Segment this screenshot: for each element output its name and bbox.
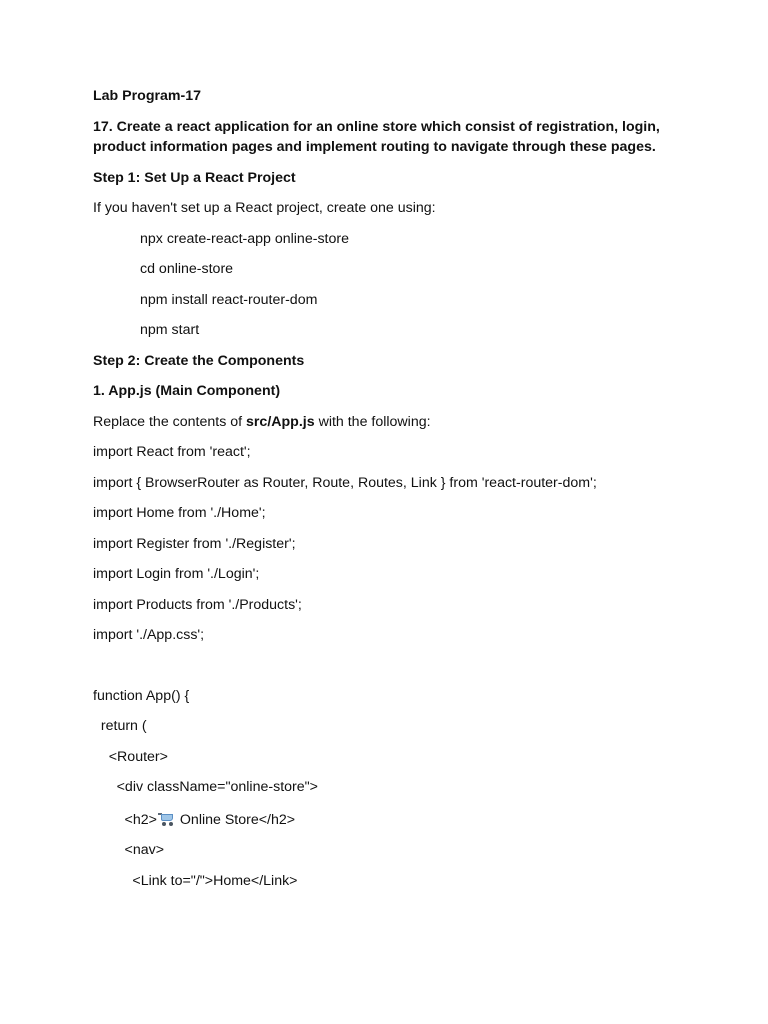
code-line: import Products from './Products'; [93,596,302,613]
code-line: function App() { [93,687,190,704]
document-page [93,86,693,891]
h2-text: Online Store</h2> [179,811,296,828]
code-line-h2 [93,810,693,831]
step1-heading: Step 1: Set Up a React Project [93,169,296,186]
code-line: return ( [93,718,147,734]
command-line: npx create-react-app online-store [140,230,349,247]
code-line: import React from 'react'; [93,444,251,460]
task-description: 17. Create a react application for an online store which consist of registration, login, product information pages and implement routing to navigate through these pages. [93,118,660,155]
code-line: <nav> [93,842,164,858]
shopping-cart-icon [158,812,175,826]
h2-open-tag: <h2> [93,811,157,828]
code-line: import Home from './Home'; [93,505,266,521]
code-line: import Register from './Register'; [93,535,296,552]
replace-suffix: with the following: [314,413,431,430]
code-line: import Login from './Login'; [93,566,260,582]
replace-prefix: Replace the contents of [93,413,247,430]
lab-title: Lab Program-17 [93,88,202,104]
step2-subheading: 1. App.js (Main Component) [93,383,281,399]
command-line: npm start [140,322,200,338]
replace-file: src/App.js [246,413,315,430]
command-line: npm install react-router-dom [140,291,318,308]
code-line: <div className="online-store"> [93,779,318,795]
code-line: <Link to="/">Home</Link> [93,872,298,889]
code-line: import { BrowserRouter as Router, Route, Routes, Link } from 'react-router-dom'; [93,474,597,491]
code-line: <Router> [93,748,168,765]
step1-intro: If you haven't set up a React project, create one using: [93,200,436,216]
code-line: import './App.css'; [93,627,205,643]
step2-heading: Step 2: Create the Components [93,352,305,369]
command-line: cd online-store [140,261,234,277]
replace-instruction [93,412,693,433]
